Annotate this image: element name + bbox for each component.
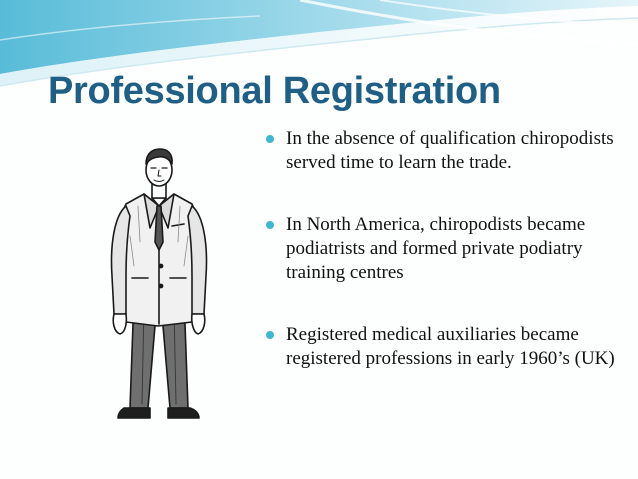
bullet-dot-icon xyxy=(266,331,274,339)
man-in-suit-illustration xyxy=(104,146,214,426)
bullet-text: Registered medical auxiliaries became registered professions in early 1960’s (UK) xyxy=(286,324,615,369)
bullet-item xyxy=(263,323,623,371)
bullet-text: In the absence of qualification chiropodists served time to learn the trade. xyxy=(286,128,614,173)
bullet-dot-icon xyxy=(266,221,274,229)
bullet-text: In North America, chiropodists became podiatrists and formed private podiatry training centres xyxy=(286,214,586,283)
bullet-dot-icon xyxy=(266,135,274,143)
bullet-item xyxy=(263,213,623,285)
slide-title: Professional Registration xyxy=(48,70,501,112)
bullet-item xyxy=(263,127,623,175)
bullet-list xyxy=(263,127,623,371)
